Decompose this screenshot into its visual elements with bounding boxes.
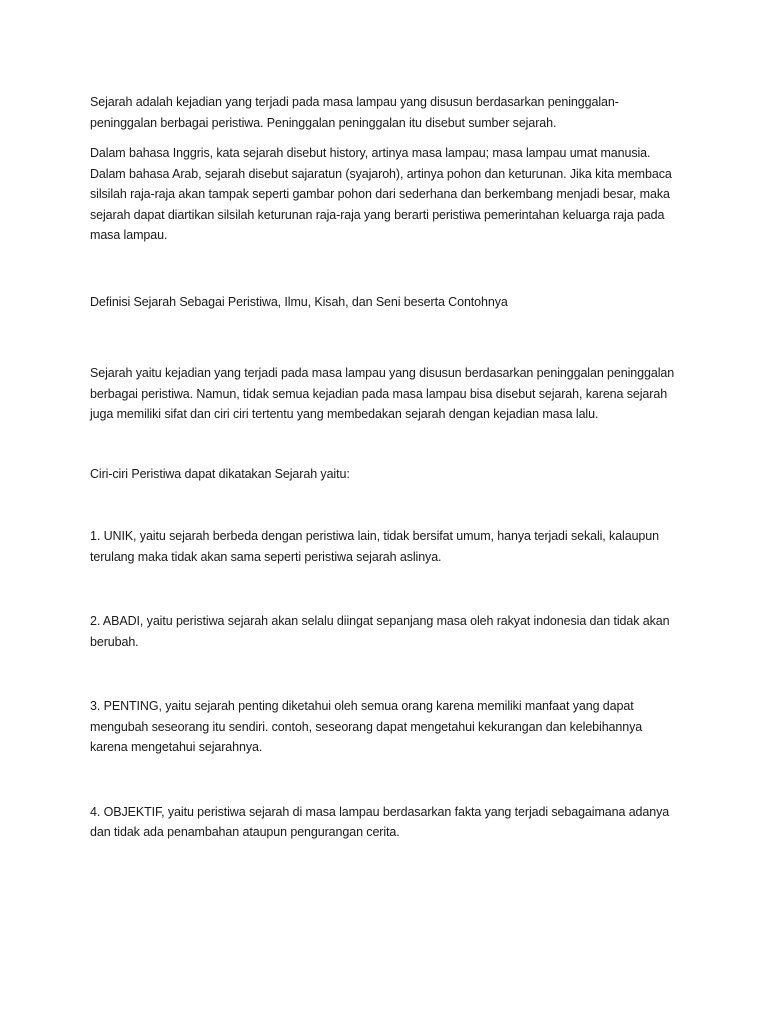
characteristic-item-penting: 3. PENTING, yaitu sejarah penting diketahui oleh semua orang karena memiliki manfaat yang dapat mengubah seseorang itu sendiri. contoh, seseorang dapat mengetahui kekurangan dan kelebihannya karena mengetahui sejarahnya. <box>90 699 643 754</box>
characteristic-item-objektif: 4. OBJEKTIF, yaitu peristiwa sejarah di masa lampau berdasarkan fakta yang terjadi sebagaimana adanya dan tidak ada penambahan ataupun pengurangan cerita. <box>90 804 670 839</box>
characteristics-intro: Ciri-ciri Peristiwa dapat dikatakan Sejarah yaitu: <box>90 466 350 481</box>
characteristic-item-unik: 1. UNIK, yaitu sejarah berbeda dengan peristiwa lain, tidak bersifat umum, hanya terjadi sekali, kalaupun terulang maka tidak akan sama seperti peristiwa sejarah aslinya. <box>90 529 659 564</box>
characteristic-item-abadi: 2. ABADI, yaitu peristiwa sejarah akan selalu diingat sepanjang masa oleh rakyat indonesia dan tidak akan berubah. <box>90 614 670 649</box>
etymology-paragraph: Dalam bahasa Inggris, kata sejarah disebut history, artinya masa lampau; masa lampau umat manusia. Dalam bahasa Arab, sejarah disebut sajaratun (syajaroh), artinya pohon dan keturunan. Jika kita membaca silsilah raja-raja akan tampak seperti gambar pohon dari sederhana dan berkembang menjadi besar, maka sejarah dapat diartikan silsilah keturunan raja-raja yang berarti peristiwa pemerintahan keluarga raja pada masa lampau. <box>90 146 672 242</box>
definition-paragraph: Sejarah yaitu kejadian yang terjadi pada masa lampau yang disusun berdasarkan peninggalan peninggalan berbagai peristiwa. Namun, tidak semua kejadian pada masa lampau bisa disebut sejarah, karena sejarah juga memiliki sifat dan ciri ciri tertentu yang membedakan sejarah dengan kejadian masa lalu. <box>90 366 675 421</box>
intro-paragraph: Sejarah adalah kejadian yang terjadi pada masa lampau yang disusun berdasarkan peninggalan-peninggalan berbagai peristiwa. Peninggalan peninggalan itu disebut sumber sejarah. <box>90 95 619 130</box>
document-body <box>90 92 680 843</box>
section-heading: Definisi Sejarah Sebagai Peristiwa, Ilmu, Kisah, dan Seni beserta Contohnya <box>90 294 508 309</box>
